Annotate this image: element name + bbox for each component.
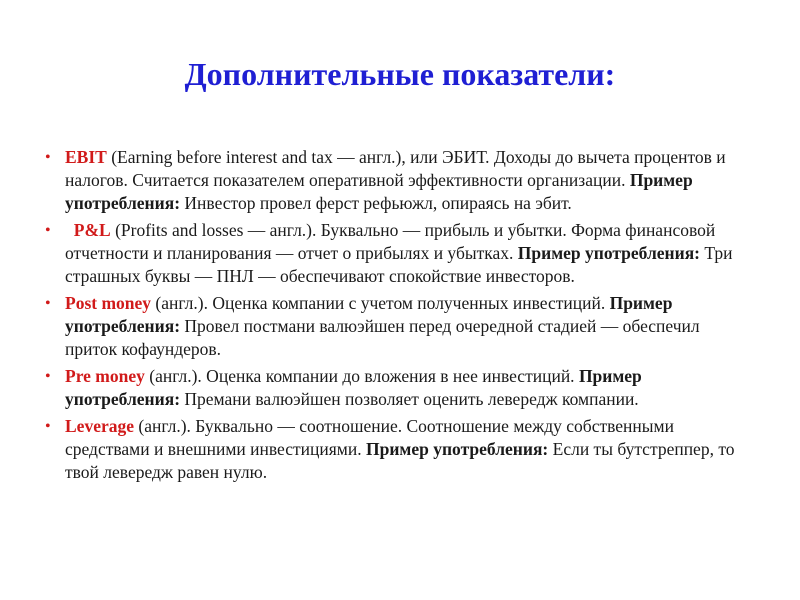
bullet-icon: • (45, 418, 51, 435)
bullet-icon: • (45, 368, 51, 385)
example-text: Провел постмани валюэйшен перед очередной стадией — обеспечил приток кофаундеров. (65, 316, 700, 359)
term: Pre money (65, 366, 145, 386)
slide-title: Дополнительные показатели: (184, 56, 616, 92)
definition: (англ.). Оценка компании с учетом полученных инвестиций. (151, 293, 610, 313)
list-item-post-money (45, 292, 745, 361)
definition: (англ.). Буквально — соотношение. Соотношение между собственными средствами и внешними инвестициями. (65, 416, 674, 459)
list-item-leverage (45, 415, 745, 484)
bullet-icon: • (45, 149, 51, 166)
term: Leverage (65, 416, 134, 436)
definition: (Profits and losses — англ.). Буквально — прибыль и убытки. Форма финансовой отчетности и планирования — отчет о прибылях и убытках. (65, 220, 716, 263)
example-text: Премани валюэйшен позволяет оценить левередж компании. (180, 389, 639, 409)
bullet-icon: • (45, 295, 51, 312)
example-text: Инвестор провел ферст рефьюжл, опираясь на эбит. (180, 193, 572, 213)
example-label: Пример употребления: (65, 366, 642, 409)
term-list (45, 146, 745, 488)
example-label: Пример употребления: (65, 170, 693, 213)
example-text: Если ты бутстреппер, то твой левередж равен нулю. (65, 439, 735, 482)
list-item-ebit (45, 146, 745, 215)
term: P&L (73, 220, 111, 240)
example-label: Пример употребления: (366, 439, 549, 459)
term: EBIT (65, 147, 107, 167)
example-label: Пример употребления: (65, 293, 673, 336)
list-item-pnl (45, 219, 745, 288)
bullet-icon: • (45, 222, 51, 239)
term: Post money (65, 293, 152, 313)
example-text: Три страшных буквы — ПНЛ — обеспечивают спокойствие инвесторов. (65, 243, 733, 286)
list-item-pre-money (45, 365, 745, 411)
example-label: Пример употребления: (517, 243, 701, 263)
definition: (англ.). Оценка компании до вложения в нее инвестиций. (144, 366, 579, 386)
definition: (Earning before interest and tax — англ.), или ЭБИТ. Доходы до вычета процентов и налогов. Считается показателем оперативной эффективности организации. (65, 147, 726, 190)
